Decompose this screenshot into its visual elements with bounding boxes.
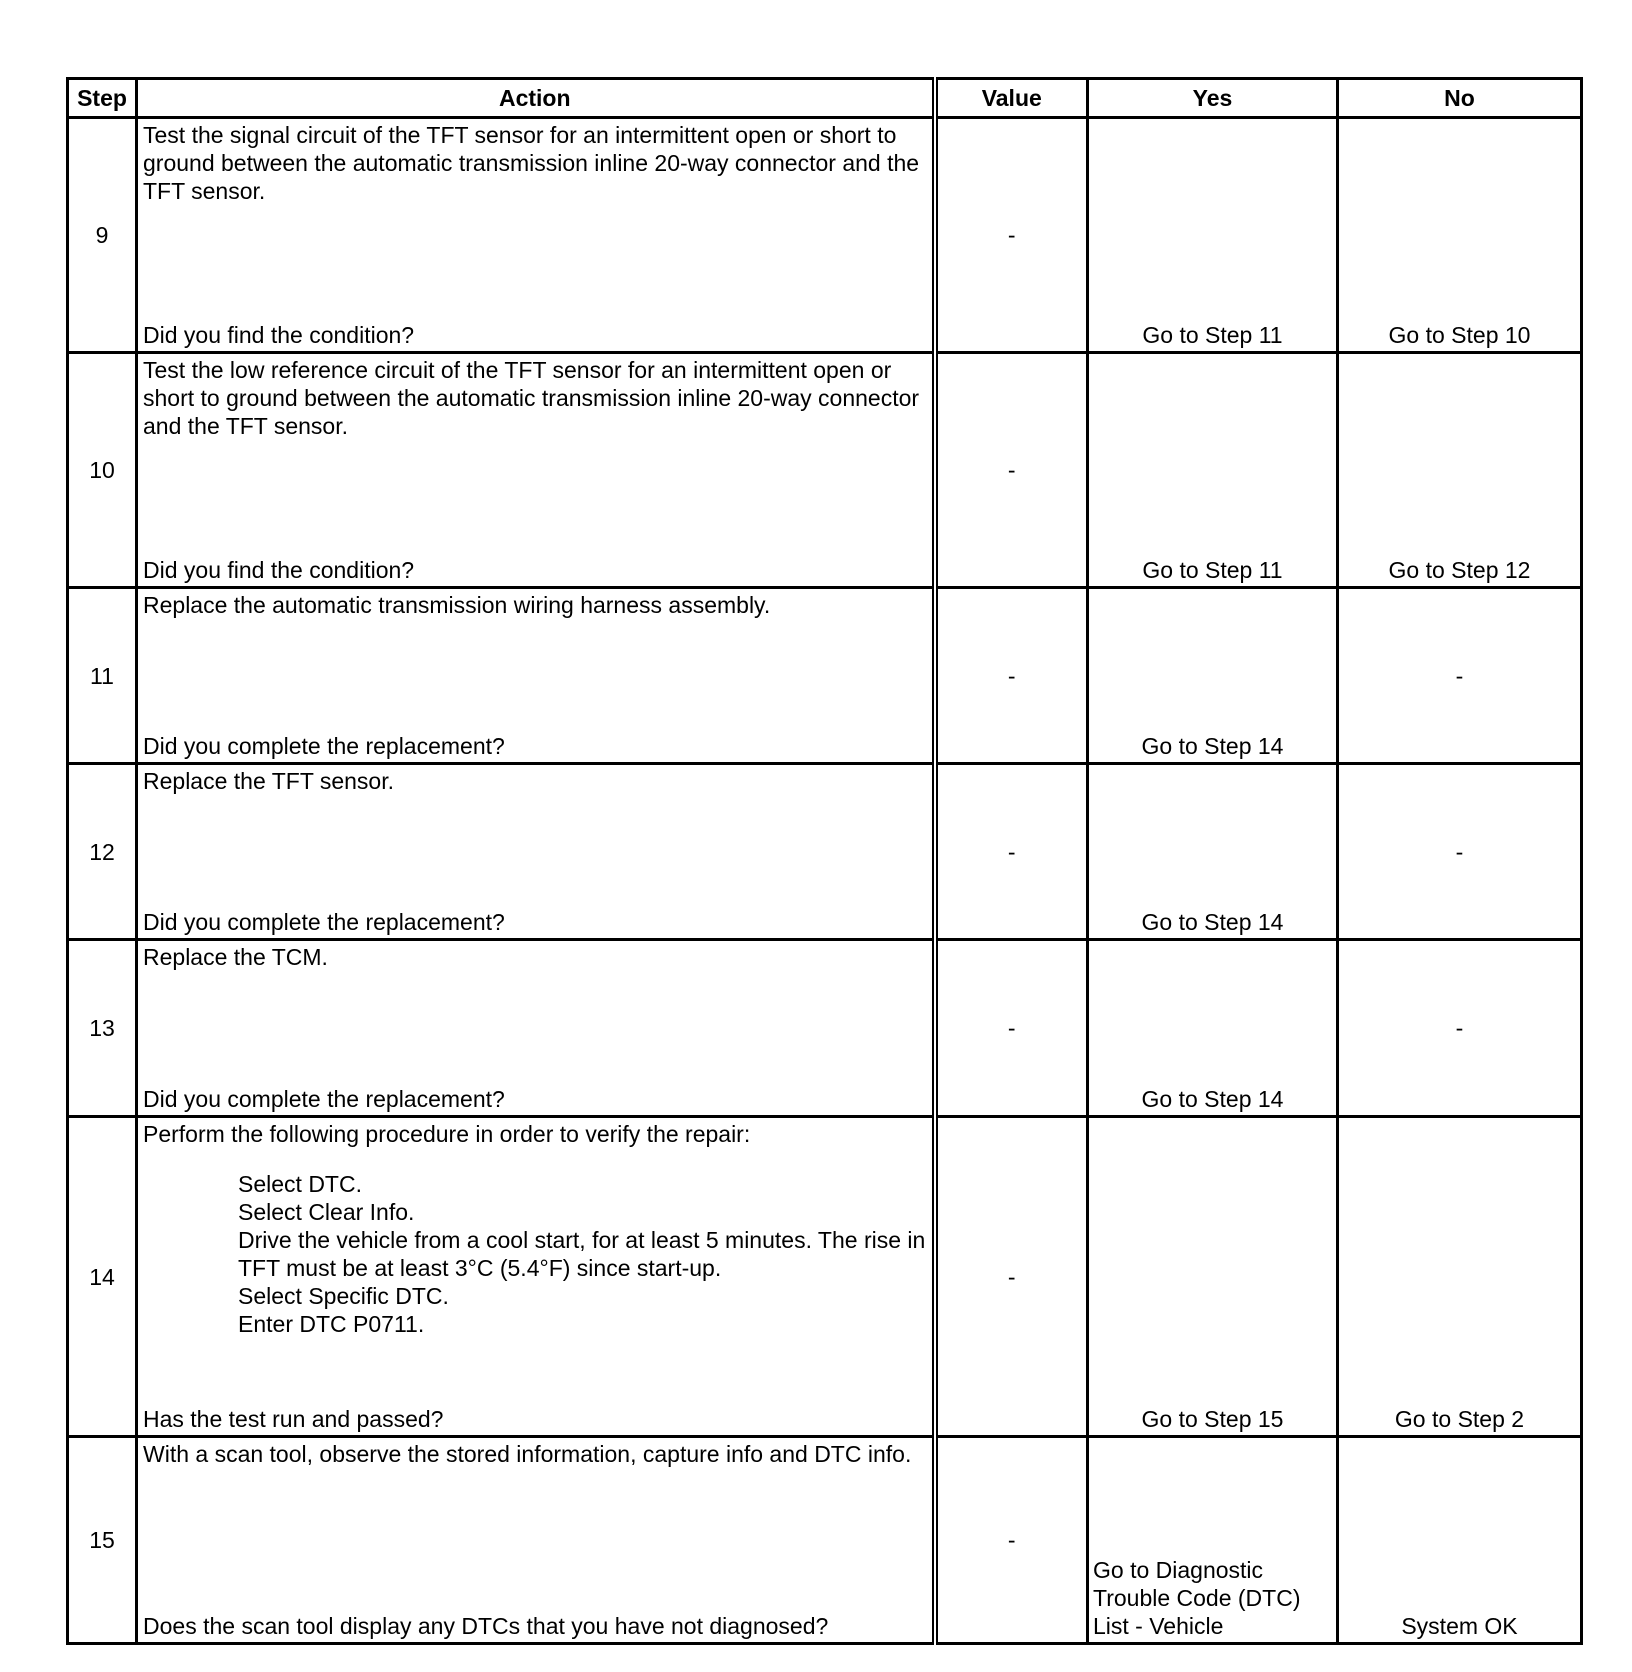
no-action: - — [1455, 662, 1464, 689]
header-yes: Yes — [1088, 79, 1338, 118]
action-text: Test the signal circuit of the TFT sensor for an intermittent open or short to ground between the automatic transmission inline 20-way connector and the TFT sensor. — [143, 122, 920, 204]
substep: Enter DTC P0711. — [238, 1311, 425, 1337]
diagnostic-table — [66, 77, 1583, 1645]
substep: Select Specific DTC. — [238, 1283, 449, 1309]
action-text: With a scan tool, observe the stored information, capture info and DTC info. — [143, 1441, 912, 1467]
no-action: - — [1455, 838, 1464, 865]
yes-action: Go to Step 15 — [1141, 1406, 1284, 1432]
action-text: Replace the TFT sensor. — [143, 768, 395, 794]
no-action: System OK — [1401, 1613, 1518, 1639]
no-action: Go to Step 12 — [1388, 557, 1531, 583]
action-text: Replace the automatic transmission wiring harness assembly. — [143, 592, 771, 618]
header-value: Value — [935, 79, 1088, 118]
no-cell — [1338, 764, 1582, 940]
yes-cell — [1088, 1437, 1338, 1644]
step-number: 15 — [68, 1437, 137, 1644]
question-text: Did you find the condition? — [143, 322, 415, 348]
yes-cell — [1088, 588, 1338, 764]
yes-action: Go to Step 14 — [1141, 733, 1284, 759]
action-cell — [137, 764, 935, 940]
value-cell: - — [935, 118, 1088, 353]
yes-action: Go to Step 14 — [1141, 1086, 1284, 1112]
question-text: Did you complete the replacement? — [143, 1086, 505, 1112]
table-row — [68, 118, 1582, 353]
action-cell — [137, 1437, 935, 1644]
action-cell — [137, 353, 935, 588]
value-cell: - — [935, 353, 1088, 588]
table-row — [68, 764, 1582, 940]
no-cell — [1338, 353, 1582, 588]
table-row — [68, 588, 1582, 764]
action-cell — [137, 118, 935, 353]
step-number: 13 — [68, 940, 137, 1117]
header-action: Action — [137, 79, 935, 118]
step-number: 12 — [68, 764, 137, 940]
value-cell: - — [935, 940, 1088, 1117]
value-cell: - — [935, 764, 1088, 940]
no-cell — [1338, 940, 1582, 1117]
table-row — [68, 940, 1582, 1117]
no-cell — [1338, 1437, 1582, 1644]
yes-cell — [1088, 940, 1338, 1117]
action-cell — [137, 588, 935, 764]
question-text: Did you complete the replacement? — [143, 909, 505, 935]
no-cell — [1338, 118, 1582, 353]
step-number: 9 — [68, 118, 137, 353]
action-text: Test the low reference circuit of the TFT sensor for an intermittent open or short to ground between the automatic transmission inline 20-way connector and the TFT sensor. — [143, 357, 920, 439]
header-step: Step — [68, 79, 137, 118]
step-number: 10 — [68, 353, 137, 588]
question-text: Did you complete the replacement? — [143, 733, 505, 759]
action-cell — [137, 940, 935, 1117]
step-number: 11 — [68, 588, 137, 764]
yes-action: Go to Step 11 — [1142, 322, 1283, 348]
no-action: - — [1455, 1015, 1464, 1041]
yes-cell — [1088, 1117, 1338, 1437]
step-number: 14 — [68, 1117, 137, 1437]
table-row — [68, 1437, 1582, 1644]
yes-cell — [1088, 764, 1338, 940]
action-text: Perform the following procedure in order to verify the repair: — [143, 1121, 751, 1147]
substep: Select Clear Info. — [238, 1199, 415, 1225]
action-text: Replace the TCM. — [143, 944, 328, 970]
yes-cell — [1088, 118, 1338, 353]
substep-list — [143, 1170, 928, 1338]
substep: Drive the vehicle from a cool start, for at least 5 minutes. The rise in TFT must be at least 3°C (5.4°F) since start-up. — [238, 1227, 926, 1281]
no-cell — [1338, 588, 1582, 764]
header-no: No — [1338, 79, 1582, 118]
value-cell: - — [935, 588, 1088, 764]
action-cell — [137, 1117, 935, 1437]
header-row — [68, 79, 1582, 118]
table-row — [68, 353, 1582, 588]
question-text: Has the test run and passed? — [143, 1406, 444, 1432]
yes-action: Go to Diagnostic Trouble Code (DTC) List - Vehicle — [1093, 1557, 1301, 1639]
table-row — [68, 1117, 1582, 1437]
question-text: Did you find the condition? — [143, 557, 415, 583]
yes-action: Go to Step 11 — [1142, 557, 1283, 583]
question-text: Does the scan tool display any DTCs that you have not diagnosed? — [143, 1613, 829, 1639]
value-cell: - — [935, 1117, 1088, 1437]
yes-cell — [1088, 353, 1338, 588]
no-cell — [1338, 1117, 1582, 1437]
value-cell: - — [935, 1437, 1088, 1644]
substep: Select DTC. — [238, 1171, 362, 1197]
yes-action: Go to Step 14 — [1141, 909, 1284, 935]
no-action: Go to Step 10 — [1388, 322, 1531, 348]
no-action: Go to Step 2 — [1394, 1406, 1525, 1432]
